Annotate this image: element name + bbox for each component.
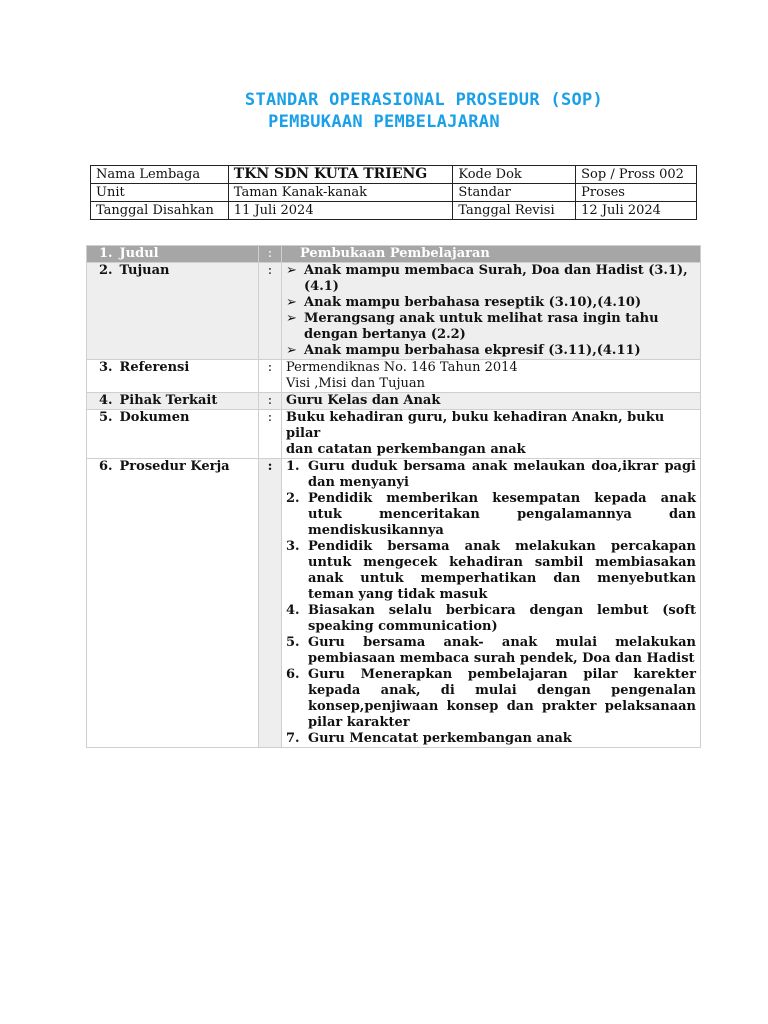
prosedur-step (286, 459, 696, 491)
step-text: Biasakan selalu berbicara dengan lembut (soft speaking communication) (308, 603, 696, 634)
step-text: Pendidik bersama anak melakukan percakapan untuk mengecek kehadiran sambil membiasakan anak untuk memperhatikan dan menyebutkan teman yang tidak masuk (308, 539, 696, 602)
tujuan-item: ➢ Anak mampu berbahasa reseptik (3.10),(4.10) (286, 295, 696, 311)
unit-value: Taman Kanak-kanak (228, 184, 453, 202)
prosedur-step (286, 491, 696, 539)
info-row (91, 166, 697, 184)
tujuan-separator: : (259, 263, 282, 360)
dokumen-label: Dokumen (119, 410, 190, 425)
prosedur-step (286, 667, 696, 731)
step-number: 2. (286, 491, 300, 506)
judul-value (282, 246, 701, 263)
tujuan-label: Tujuan (119, 263, 170, 278)
prosedur-value (282, 459, 701, 748)
prosedur-label: Prosedur Kerja (119, 459, 230, 474)
pihak-number: 4. (99, 393, 113, 408)
step-text: Guru duduk bersama anak melaukan doa,ikrar pagi dan menyanyi (308, 459, 696, 490)
step-number: 6. (286, 667, 300, 682)
kode-dok-value: Sop / Pross 002 (576, 166, 697, 184)
pihak-label: Pihak Terkait (119, 393, 218, 408)
referensi-value (282, 360, 701, 393)
referensi-label-cell (87, 360, 259, 393)
judul-label: Judul (119, 246, 159, 261)
step-text: Guru Menerapkan pembelajaran pilar karekter kepada anak, di mulai dengan pengenalan konsep,penjiwaan konsep dan prakter pelaksanaan pilar karakter (308, 667, 696, 730)
judul-label-cell (87, 246, 259, 263)
unit-label: Unit (91, 184, 229, 202)
step-number: 4. (286, 603, 300, 618)
dokumen-line: Buku kehadiran guru, buku kehadiran Anakn, buku pilar (286, 410, 665, 441)
referensi-line: Permendiknas No. 146 Tahun 2014 (286, 360, 518, 375)
tujuan-number: 2. (99, 263, 113, 278)
judul-separator: : (259, 246, 282, 263)
step-number: 3. (286, 539, 300, 554)
pihak-value: Guru Kelas dan Anak (282, 393, 701, 410)
info-row (91, 202, 697, 220)
referensi-number: 3. (99, 360, 113, 375)
step-text: Guru Mencatat perkembangan anak (308, 731, 572, 746)
tujuan-item: ➢ Anak mampu membaca Surah, Doa dan Hadist (3.1),(4.1) (286, 263, 696, 295)
row-dokumen (87, 410, 701, 459)
row-tujuan (87, 263, 701, 360)
dokumen-separator: : (259, 410, 282, 459)
row-prosedur-kerja (87, 459, 701, 748)
dokumen-line: dan catatan perkembangan anak (286, 442, 526, 457)
referensi-line: Visi ,Misi dan Tujuan (286, 376, 425, 391)
dokumen-value (282, 410, 701, 459)
prosedur-step (286, 603, 696, 635)
judul-number: 1. (99, 246, 113, 261)
standar-label: Standar (453, 184, 576, 202)
tanggal-revisi-value: 12 Juli 2024 (576, 202, 697, 220)
nama-lembaga-label: Nama Lembaga (91, 166, 229, 184)
prosedur-label-cell (87, 459, 259, 748)
step-number: 7. (286, 731, 300, 746)
row-pihak-terkait (87, 393, 701, 410)
document-subtitle: PEMBUKAAN PEMBELAJARAN (268, 112, 500, 132)
step-text: Guru bersama anak- anak mulai melakukan pembiasaan membaca surah pendek, Doa dan Hadist (308, 635, 696, 666)
tujuan-value (282, 263, 701, 360)
tanggal-disahkan-label: Tanggal Disahkan (91, 202, 229, 220)
tujuan-list (286, 263, 696, 359)
prosedur-step (286, 731, 696, 747)
pihak-label-cell (87, 393, 259, 410)
referensi-label: Referensi (119, 360, 190, 375)
pihak-separator: : (259, 393, 282, 410)
nama-lembaga-value: TKN SDN KUTA TRIENG (228, 166, 453, 184)
step-number: 5. (286, 635, 300, 650)
prosedur-step (286, 635, 696, 667)
tujuan-item: ➢ Anak mampu berbahasa ekpresif (3.11),(4.11) (286, 343, 696, 359)
dokumen-label-cell (87, 410, 259, 459)
judul-text: Pembukaan Pembelajaran (300, 246, 490, 261)
prosedur-step (286, 539, 696, 603)
prosedur-list (286, 459, 696, 747)
row-referensi (87, 360, 701, 393)
info-row (91, 184, 697, 202)
standar-value: Proses (576, 184, 697, 202)
referensi-separator: : (259, 360, 282, 393)
tanggal-revisi-label: Tanggal Revisi (453, 202, 576, 220)
step-text: Pendidik memberikan kesempatan kepada anak utuk menceritakan pengalamannya dan mendiskusikannya (308, 491, 696, 538)
prosedur-number: 6. (99, 459, 113, 474)
tanggal-disahkan-value: 11 Juli 2024 (228, 202, 453, 220)
tujuan-item: ➢ Merangsang anak untuk melihat rasa ingin tahu dengan bertanya (2.2) (286, 311, 696, 343)
document-title: STANDAR OPERASIONAL PROSEDUR (SOP) (244, 90, 604, 110)
dokumen-number: 5. (99, 410, 113, 425)
sop-table (86, 245, 701, 748)
row-judul (87, 246, 701, 263)
prosedur-separator: : (259, 459, 282, 748)
step-number: 1. (286, 459, 300, 474)
tujuan-label-cell (87, 263, 259, 360)
info-table (90, 165, 697, 220)
kode-dok-label: Kode Dok (453, 166, 576, 184)
